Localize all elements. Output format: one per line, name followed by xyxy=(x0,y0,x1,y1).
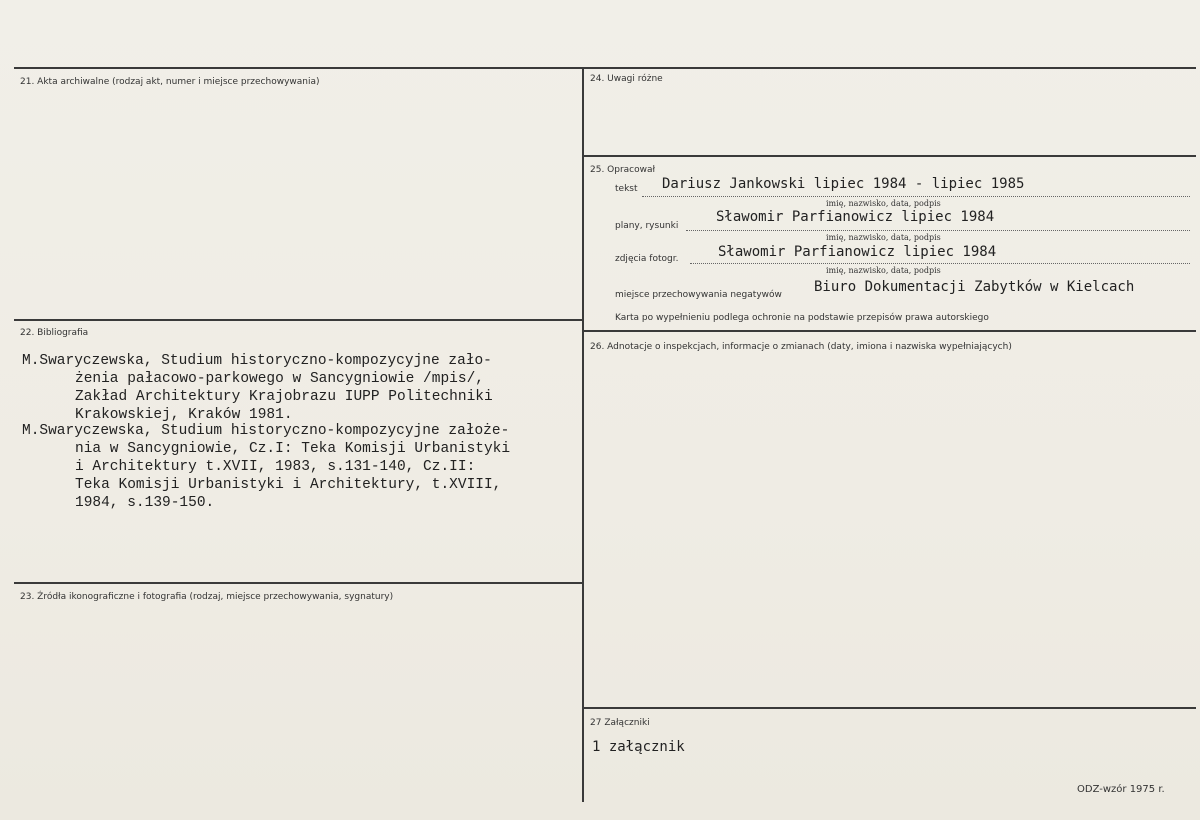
bibliography-line: i Architektury t.XVII, 1983, s.131-140, Cz.II: xyxy=(75,459,476,475)
bibliography-entry xyxy=(22,352,582,424)
bibliography-line: Teka Komisji Urbanistyki i Architektury, t.XVIII, xyxy=(75,477,502,493)
form-identifier: ODZ-wzór 1975 r. xyxy=(1077,784,1165,795)
top-rule xyxy=(14,67,1196,69)
tekst-caption: imię, nazwisko, data, podpis xyxy=(826,199,941,208)
tekst-value: Dariusz Jankowski lipiec 1984 - lipiec 1985 xyxy=(662,176,1025,192)
rule-25-26 xyxy=(584,330,1196,332)
rule-24-25 xyxy=(584,155,1196,157)
section-23-label: 23. Źródła ikonograficzne i fotografia (rodzaj, miejsce przechowywania, sygnatury) xyxy=(20,592,394,602)
plany-label: plany, rysunki xyxy=(615,221,679,231)
column-divider xyxy=(582,67,584,802)
copyright-note: Karta po wypełnieniu podlega ochronie na podstawie przepisów prawa autorskiego xyxy=(615,313,989,323)
bibliography-line: Krakowskiej, Kraków 1981. xyxy=(75,407,293,423)
negatywy-value: Biuro Dokumentacji Zabytków w Kielcach xyxy=(814,279,1135,295)
section-26-label: 26. Adnotacje o inspekcjach, informacje o zmianach (daty, imiona i nazwiska wypełniających) xyxy=(590,342,1012,352)
zdjecia-caption: imię, nazwisko, data, podpis xyxy=(826,266,941,275)
section-25-label: 25. Opracował xyxy=(590,165,656,175)
section-24-label: 24. Uwagi różne xyxy=(590,74,663,84)
tekst-dotted-line xyxy=(642,196,1190,197)
section-22-label: 22. Bibliografia xyxy=(20,328,89,338)
bibliography-line: nia w Sancygniowie, Cz.I: Teka Komisji Urbanistyki xyxy=(75,441,511,457)
rule-21-22 xyxy=(14,319,582,321)
bibliography-line: żenia pałacowo-parkowego w Sancygniowie /mpis/, xyxy=(75,371,484,387)
bibliography-entry xyxy=(22,422,582,512)
bibliography-line: Zakład Architektury Krajobrazu IUPP Politechniki xyxy=(75,389,493,405)
plany-caption: imię, nazwisko, data, podpis xyxy=(826,233,941,242)
plany-value: Sławomir Parfianowicz lipiec 1984 xyxy=(716,209,995,225)
section-21-label: 21. Akta archiwalne (rodzaj akt, numer i miejsce przechowywania) xyxy=(20,77,320,87)
bibliography-line: M.Swaryczewska, Studium historyczno-kompozycyjne założe- xyxy=(22,423,510,439)
plany-dotted-line xyxy=(686,230,1190,231)
zdjecia-value: Sławomir Parfianowicz lipiec 1984 xyxy=(718,244,997,260)
attachments-value: 1 załącznik xyxy=(592,739,685,755)
bibliography-line: M.Swaryczewska, Studium historyczno-kompozycyjne zało- xyxy=(22,353,492,369)
section-27-label: 27 Załączniki xyxy=(590,718,650,728)
negatywy-label: miejsce przechowywania negatywów xyxy=(615,290,782,300)
bibliography-line: 1984, s.139-150. xyxy=(75,495,215,511)
zdjecia-dotted-line xyxy=(690,263,1190,264)
rule-22-23 xyxy=(14,582,582,584)
rule-26-27 xyxy=(584,707,1196,709)
zdjecia-label: zdjęcia fotogr. xyxy=(615,254,679,264)
tekst-label: tekst xyxy=(615,184,638,194)
